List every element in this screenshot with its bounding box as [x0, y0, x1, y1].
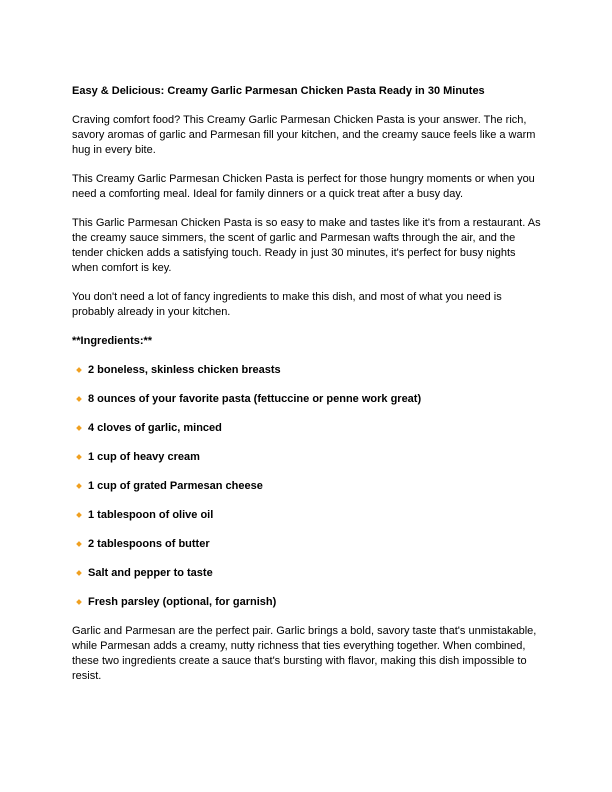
diamond-bullet-icon [76, 425, 82, 431]
list-item [72, 508, 542, 523]
intro-paragraph: Craving comfort food? This Creamy Garlic Parmesan Chicken Pasta is your answer. The rich, savory aromas of garlic and Parmesan fill your kitchen, and the creamy sauce feels like a warm hug in every bite. [72, 114, 536, 156]
ingredient-text: 2 tablespoons of butter [88, 538, 210, 550]
diamond-bullet-icon [76, 599, 82, 605]
ingredient-text: 1 cup of grated Parmesan cheese [88, 480, 263, 492]
ingredients-list [72, 363, 542, 610]
diamond-bullet-icon [76, 396, 82, 402]
ingredient-text: 1 cup of heavy cream [88, 451, 200, 463]
diamond-bullet-icon [76, 541, 82, 547]
ingredient-text: Fresh parsley (optional, for garnish) [88, 596, 277, 608]
list-item [72, 363, 542, 378]
list-item [72, 537, 542, 552]
ingredient-text: 4 cloves of garlic, minced [88, 422, 222, 434]
closing-paragraph: Garlic and Parmesan are the perfect pair. Garlic brings a bold, savory taste that's unmistakable, while Parmesan adds a creamy, nutty richness that ties everything together. When combined, these two ingredients create a sauce that's bursting with flavor, making this dish impossible to resist. [72, 625, 537, 682]
diamond-bullet-icon [76, 367, 82, 373]
list-item [72, 566, 542, 581]
list-item [72, 392, 542, 407]
restaurant-paragraph: This Garlic Parmesan Chicken Pasta is so easy to make and tastes like it's from a restaurant. As the creamy sauce simmers, the scent of garlic and Parmesan wafts through the air, and the tender chicken adds a satisfying touch. Ready in just 30 minutes, it's perfect for busy nights when comfort is key. [72, 217, 541, 274]
diamond-bullet-icon [76, 454, 82, 460]
article-title: Easy & Delicious: Creamy Garlic Parmesan Chicken Pasta Ready in 30 Minutes [72, 85, 485, 97]
ingredients-heading: **Ingredients:** [72, 335, 153, 347]
ingredients-intro-paragraph: You don't need a lot of fancy ingredients to make this dish, and most of what you need is probably already in your kitchen. [72, 291, 502, 318]
list-item [72, 450, 542, 465]
list-item [72, 479, 542, 494]
list-item [72, 421, 542, 436]
description-paragraph: This Creamy Garlic Parmesan Chicken Pasta is perfect for those hungry moments or when you need a comforting meal. Ideal for family dinners or a quick treat after a busy day. [72, 173, 535, 200]
ingredient-text: 8 ounces of your favorite pasta (fettuccine or penne work great) [88, 393, 422, 405]
diamond-bullet-icon [76, 483, 82, 489]
list-item [72, 595, 542, 610]
document-page [72, 84, 542, 698]
diamond-bullet-icon [76, 512, 82, 518]
ingredient-text: 1 tablespoon of olive oil [88, 509, 214, 521]
ingredient-text: 2 boneless, skinless chicken breasts [88, 364, 281, 376]
diamond-bullet-icon [76, 570, 82, 576]
ingredient-text: Salt and pepper to taste [88, 567, 213, 579]
